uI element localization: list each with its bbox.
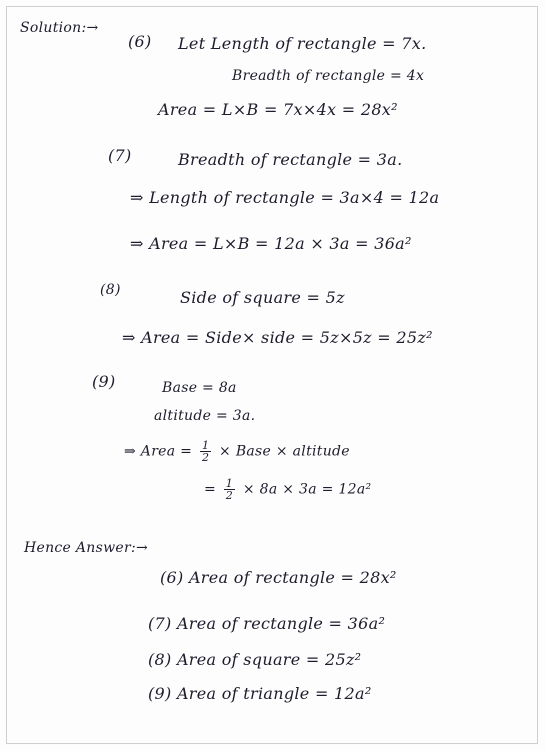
q7-line3: ⇒ Area = L×B = 12a × 3a = 36a² (130, 234, 412, 253)
q6-line3: Area = L×B = 7x×4x = 28x² (158, 100, 398, 119)
fraction-numerator-2: 1 (225, 477, 234, 490)
fraction-half (200, 440, 211, 463)
q7-line1: Breadth of rectangle = 3a. (178, 150, 403, 169)
q9-line3-prefix: ⇒ Area = (124, 443, 193, 460)
fraction-numerator: 1 (201, 439, 210, 452)
q9-number: (9) (92, 372, 116, 391)
q8-line2: ⇒ Area = Side× side = 5z×5z = 25z² (122, 328, 433, 347)
answer-8: (8) Area of square = 25z² (148, 650, 362, 669)
fraction-denominator-2: 2 (225, 489, 234, 502)
answer-6: (6) Area of rectangle = 28x² (160, 568, 397, 587)
q9-line3 (124, 440, 350, 463)
fraction-half-2 (224, 478, 235, 501)
q6-number: (6) (128, 32, 152, 51)
q9-line4-suffix: × 8a × 3a = 12a² (242, 481, 372, 498)
q7-line2: ⇒ Length of rectangle = 3a×4 = 12a (130, 188, 440, 207)
q9-line2: altitude = 3a. (154, 408, 256, 424)
answer-9: (9) Area of triangle = 12a² (148, 684, 372, 703)
q9-line1: Base = 8a (162, 380, 237, 396)
q9-line4 (204, 478, 371, 501)
q7-number: (7) (108, 146, 132, 165)
q9-line3-suffix: × Base × altitude (219, 443, 350, 460)
q6-line2: Breadth of rectangle = 4x (232, 68, 425, 84)
q8-line1: Side of square = 5z (180, 288, 345, 307)
q6-line1: Let Length of rectangle = 7x. (178, 34, 427, 53)
answer-7: (7) Area of rectangle = 36a² (148, 614, 386, 633)
solution-header: Solution:→ (20, 20, 99, 36)
q8-number: (8) (100, 282, 121, 298)
answers-header: Hence Answer:→ (24, 540, 149, 556)
q9-line4-prefix: = (204, 481, 217, 498)
fraction-denominator: 2 (201, 451, 210, 464)
